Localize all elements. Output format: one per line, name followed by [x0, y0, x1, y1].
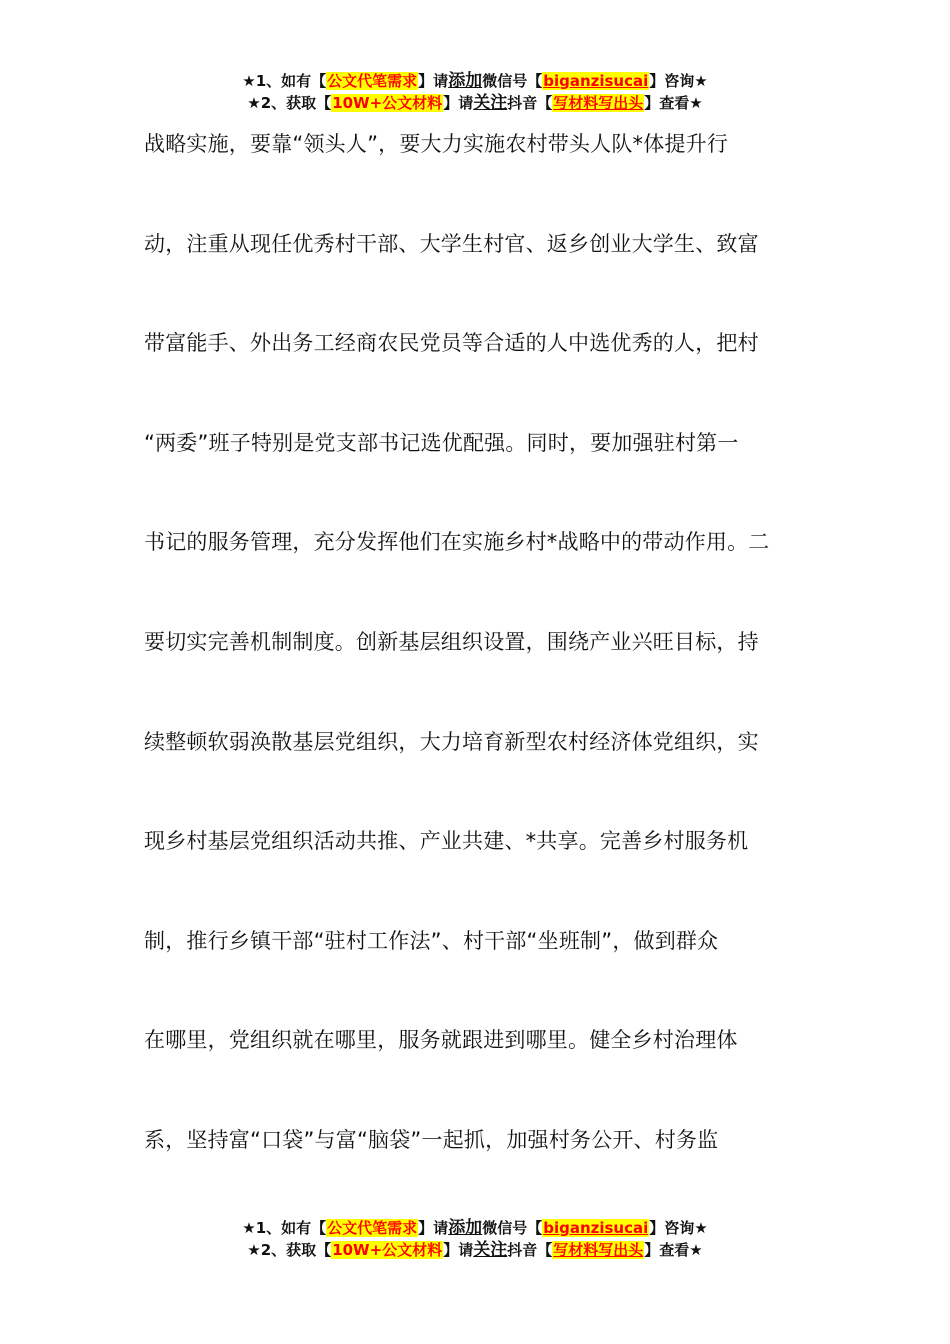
- body-line: 书记的服务管理，充分发挥他们在实施乡村*战略中的带动作用。二: [144, 530, 770, 555]
- document-body: [144, 124, 824, 1220]
- banner-line-1-suffix: 】咨询★: [649, 72, 708, 90]
- footer-emphasis-follow: 关注: [473, 1240, 508, 1260]
- banner-line-1: [0, 70, 950, 92]
- footer-banner-line-2: [0, 1239, 950, 1261]
- footer-line-1-mid: 】请: [418, 1219, 449, 1237]
- footer-wechat-id: biganzisucai: [543, 1219, 649, 1237]
- banner-wechat-id: biganzisucai: [543, 72, 649, 90]
- banner-line-2-prefix: ★2、获取【: [247, 94, 332, 112]
- body-line: 现乡村基层党组织活动共推、产业共建、*共享。完善乡村服务机: [144, 829, 749, 854]
- footer-line-1-suffix: 】咨询★: [649, 1219, 708, 1237]
- footer-highlight-materials: 10W+公文材料: [332, 1241, 443, 1259]
- banner-line-1-mid: 】请: [418, 72, 449, 90]
- body-line: 战略实施，要靠“领头人”，要大力实施农村带头人队*体提升行: [144, 132, 729, 156]
- banner-douyin-account: 写材料写出头: [553, 94, 644, 112]
- header-banner: [0, 70, 950, 114]
- footer-line-1-mid2: 微信号【: [482, 1219, 543, 1237]
- banner-highlight-materials: 10W+公文材料: [332, 94, 443, 112]
- footer-line-2-mid2: 抖音【: [507, 1241, 553, 1259]
- banner-line-2-mid: 】请: [443, 94, 474, 112]
- footer-line-2-suffix: 】查看★: [644, 1241, 703, 1259]
- body-line: “两委”班子特别是党支部书记选优配强。同时，要加强驻村第一: [144, 430, 739, 455]
- footer-banner: [0, 1217, 950, 1261]
- body-line: 制，推行乡镇干部“驻村工作法”、村干部“坐班制”，做到群众: [144, 928, 719, 953]
- body-line: 续整顿软弱涣散基层党组织，大力培育新型农村经济体党组织，实: [144, 729, 759, 754]
- banner-line-2-suffix: 】查看★: [644, 94, 703, 112]
- footer-line-2-prefix: ★2、获取【: [247, 1241, 332, 1259]
- footer-banner-line-1: [0, 1217, 950, 1239]
- banner-line-1-prefix: ★1、如有【: [242, 72, 327, 90]
- footer-douyin-account: 写材料写出头: [553, 1241, 644, 1259]
- footer-line-2-mid: 】请: [443, 1241, 474, 1259]
- footer-emphasis-add: 添加: [448, 1218, 483, 1238]
- banner-line-2: [0, 92, 950, 114]
- body-line: 带富能手、外出务工经商农民党员等合适的人中选优秀的人，把村: [144, 331, 759, 356]
- banner-line-1-mid2: 微信号【: [482, 72, 543, 90]
- banner-emphasis-add: 添加: [448, 71, 483, 91]
- body-line: 动，注重从现任优秀村干部、大学生村官、返乡创业大学生、致富: [144, 231, 759, 256]
- body-line: 系，坚持富“口袋”与富“脑袋”一起抓，加强村务公开、村务监: [144, 1127, 719, 1152]
- body-line: 要切实完善机制制度。创新基层组织设置，围绕产业兴旺目标，持: [144, 629, 759, 654]
- body-line: 在哪里，党组织就在哪里，服务就跟进到哪里。健全乡村治理体: [144, 1028, 738, 1053]
- footer-highlight-service: 公文代笔需求: [327, 1219, 418, 1237]
- banner-emphasis-follow: 关注: [473, 93, 508, 113]
- banner-highlight-service: 公文代笔需求: [327, 72, 418, 90]
- banner-line-2-mid2: 抖音【: [507, 94, 553, 112]
- footer-line-1-prefix: ★1、如有【: [242, 1219, 327, 1237]
